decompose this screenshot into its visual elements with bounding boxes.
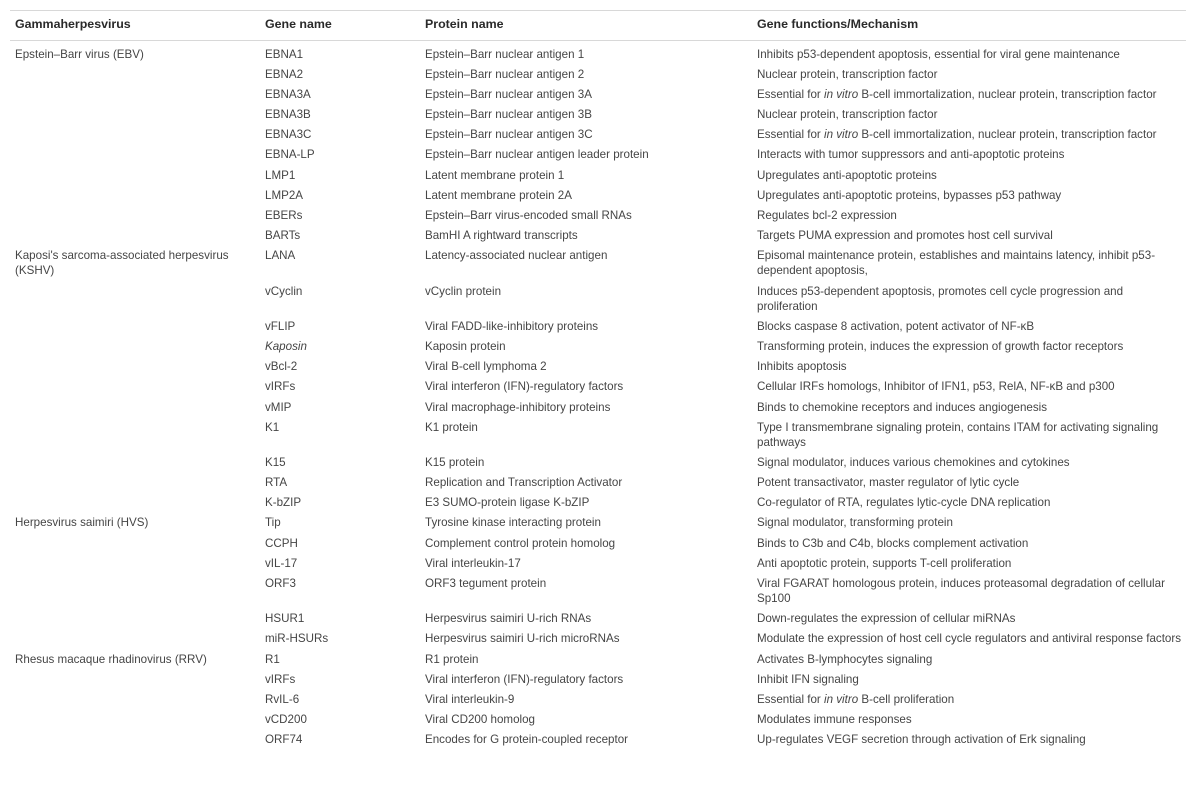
function-text: Nuclear protein, transcription factor (757, 68, 938, 82)
gene-name-cell: EBNA3C (265, 128, 312, 142)
table-row (10, 513, 1186, 533)
gene-name-cell: EBNA1 (265, 48, 304, 61)
function-text: Signal modulator, induces various chemokines and cytokines (757, 456, 1070, 470)
italic-term: in vitro (824, 692, 859, 706)
header-gene-functions: Gene functions/Mechanism (752, 11, 1186, 41)
virus-cell (10, 186, 260, 206)
virus-cell (10, 357, 260, 377)
table-row (10, 282, 1186, 318)
table-row (10, 105, 1186, 125)
gene-function-cell (752, 609, 1186, 629)
protein-name-cell: Viral interferon (IFN)-regulatory factors (425, 380, 624, 394)
function-text: Upregulates anti-apoptotic proteins (757, 168, 937, 182)
function-text: Anti apoptotic protein, supports T-cell proliferation (757, 556, 1012, 570)
gene-name-cell: K-bZIP (265, 496, 302, 510)
gene-name-cell: R1 (265, 652, 280, 666)
function-text: Episomal maintenance protein, establishes and maintains latency, inhibit p53-dependent apoptosis, (757, 248, 1156, 278)
protein-name-cell: K1 protein (425, 420, 478, 434)
protein-name-cell: Viral B-cell lymphoma 2 (425, 360, 547, 374)
virus-cell (10, 125, 260, 145)
table-row (10, 690, 1186, 710)
gene-name-cell: LMP1 (265, 168, 296, 182)
table-row (10, 186, 1186, 206)
gene-name-cell: ORF74 (265, 732, 303, 746)
gene-function-cell (752, 377, 1186, 397)
protein-name-cell: Epstein–Barr nuclear antigen 3A (425, 88, 592, 102)
virus-cell (10, 282, 260, 318)
virus-cell (10, 377, 260, 397)
function-text: Regulates bcl-2 expression (757, 208, 897, 222)
table-row (10, 629, 1186, 649)
function-text: Induces p53-dependent apoptosis, promotes cell cycle progression and proliferation (757, 284, 1124, 314)
italic-term: in vitro (824, 88, 859, 102)
protein-name-cell: BamHI A rightward transcripts (425, 228, 578, 242)
virus-cell (10, 398, 260, 418)
virus-cell (10, 574, 260, 610)
table-body (10, 41, 1186, 751)
table-row (10, 206, 1186, 226)
gene-function-cell (752, 493, 1186, 513)
protein-name-cell: Epstein–Barr virus-encoded small RNAs (425, 208, 632, 222)
gene-function-cell (752, 357, 1186, 377)
function-text: Inhibits p53-dependent apoptosis, essential for viral gene maintenance (757, 48, 1120, 61)
table-row (10, 418, 1186, 454)
gene-name-cell: K15 (265, 456, 286, 470)
gene-function-cell (752, 226, 1186, 246)
virus-cell (10, 730, 260, 750)
virus-cell (10, 418, 260, 454)
gene-name-cell: LMP2A (265, 188, 304, 202)
table-row (10, 145, 1186, 165)
gene-name-cell: Kaposin (265, 340, 307, 354)
gene-function-cell (752, 166, 1186, 186)
protein-name-cell: Tyrosine kinase interacting protein (425, 516, 601, 530)
gene-function-cell (752, 554, 1186, 574)
gene-function-cell (752, 650, 1186, 670)
protein-name-cell: Viral FADD-like-inhibitory proteins (425, 320, 599, 334)
table-row (10, 534, 1186, 554)
gene-function-cell (752, 85, 1186, 105)
virus-cell (10, 206, 260, 226)
protein-name-cell: Kaposin protein (425, 340, 506, 354)
virus-cell (10, 85, 260, 105)
virus-cell (10, 317, 260, 337)
gene-function-cell (752, 513, 1186, 533)
gammaherpesvirus-gene-table (10, 10, 1186, 750)
virus-cell: Epstein–Barr virus (EBV) (15, 48, 144, 61)
table-row (10, 650, 1186, 670)
gene-name-cell: EBNA3A (265, 88, 311, 102)
protein-name-cell: Latent membrane protein 2A (425, 188, 572, 202)
gene-function-cell (752, 574, 1186, 610)
table-row (10, 166, 1186, 186)
table-row (10, 453, 1186, 473)
function-text: Modulate the expression of host cell cycle regulators and antiviral response factors (757, 632, 1182, 646)
table-row (10, 337, 1186, 357)
table-row (10, 554, 1186, 574)
virus-cell (10, 690, 260, 710)
virus-cell: Rhesus macaque rhadinovirus (RRV) (15, 652, 207, 666)
gene-name-cell: vCD200 (265, 712, 307, 726)
gene-name-cell: EBNA2 (265, 68, 304, 82)
function-text: Type I transmembrane signaling protein, contains ITAM for activating signaling pathways (757, 420, 1159, 450)
protein-name-cell: Herpesvirus saimiri U-rich microRNAs (425, 632, 620, 646)
protein-name-cell: Replication and Transcription Activator (425, 476, 623, 490)
gene-name-cell: EBERs (265, 208, 303, 222)
protein-name-cell: Viral interleukin-9 (425, 692, 515, 706)
gene-function-cell (752, 710, 1186, 730)
function-text: Binds to chemokine receptors and induces angiogenesis (757, 400, 1048, 414)
protein-name-cell: Viral macrophage-inhibitory proteins (425, 400, 611, 414)
protein-name-cell: R1 protein (425, 652, 479, 666)
gene-function-cell (752, 246, 1186, 282)
gene-function-cell (752, 418, 1186, 454)
virus-cell (10, 145, 260, 165)
protein-name-cell: Herpesvirus saimiri U-rich RNAs (425, 612, 592, 626)
function-text: B-cell proliferation (858, 692, 955, 706)
function-text: Essential for (757, 88, 825, 102)
function-text: Up-regulates VEGF secretion through activation of Erk signaling (757, 732, 1086, 746)
protein-name-cell: Epstein–Barr nuclear antigen 3C (425, 128, 593, 142)
table-row (10, 473, 1186, 493)
gene-function-cell (752, 145, 1186, 165)
gene-function-cell (752, 186, 1186, 206)
table-row (10, 398, 1186, 418)
function-text: Binds to C3b and C4b, blocks complement activation (757, 536, 1029, 550)
protein-name-cell: Epstein–Barr nuclear antigen leader protein (425, 148, 649, 162)
function-text: Essential for (757, 128, 825, 142)
gene-function-cell (752, 690, 1186, 710)
protein-name-cell: Viral interleukin-17 (425, 556, 521, 570)
virus-cell (10, 534, 260, 554)
protein-name-cell: Viral interferon (IFN)-regulatory factors (425, 672, 624, 686)
function-text: Potent transactivator, master regulator of lytic cycle (757, 476, 1020, 490)
table-row (10, 317, 1186, 337)
virus-cell (10, 166, 260, 186)
function-text: Upregulates anti-apoptotic proteins, bypasses p53 pathway (757, 188, 1062, 202)
protein-name-cell: ORF3 tegument protein (425, 576, 547, 590)
gene-function-cell (752, 534, 1186, 554)
function-text: B-cell immortalization, nuclear protein, transcription factor (858, 128, 1157, 142)
table-row (10, 493, 1186, 513)
gene-function-cell (752, 453, 1186, 473)
function-text: Nuclear protein, transcription factor (757, 108, 938, 122)
table-row (10, 85, 1186, 105)
gene-name-cell: K1 (265, 420, 280, 434)
function-text: Down-regulates the expression of cellular miRNAs (757, 612, 1016, 626)
gene-name-cell: RTA (265, 476, 288, 490)
table-row (10, 357, 1186, 377)
protein-name-cell: vCyclin protein (425, 284, 502, 298)
protein-name-cell: Encodes for G protein-coupled receptor (425, 732, 629, 746)
italic-term: in vitro (824, 128, 859, 142)
table-row (10, 226, 1186, 246)
gene-name-cell: CCPH (265, 536, 298, 550)
gene-function-cell (752, 337, 1186, 357)
table-row (10, 41, 1186, 66)
gene-function-cell (752, 398, 1186, 418)
virus-cell: Herpesvirus saimiri (HVS) (15, 516, 149, 530)
header-virus: Gammaherpesvirus (10, 11, 260, 41)
virus-cell (10, 105, 260, 125)
virus-cell (10, 65, 260, 85)
protein-name-cell: Latent membrane protein 1 (425, 168, 565, 182)
gene-name-cell: vIRFs (265, 380, 296, 394)
gene-function-cell (752, 65, 1186, 85)
function-text: Cellular IRFs homologs, Inhibitor of IFN1, p53, RelA, NF-κB and p300 (757, 380, 1115, 394)
gene-name-cell: vCyclin (265, 284, 303, 298)
gene-name-cell: miR-HSURs (265, 632, 329, 646)
virus-cell (10, 226, 260, 246)
virus-cell (10, 554, 260, 574)
table-row (10, 710, 1186, 730)
gene-name-cell: Tip (265, 516, 281, 530)
function-text: Activates B-lymphocytes signaling (757, 652, 933, 666)
function-text: Blocks caspase 8 activation, potent activator of NF-κB (757, 320, 1035, 334)
protein-name-cell: Epstein–Barr nuclear antigen 1 (425, 48, 585, 61)
gene-function-cell (752, 125, 1186, 145)
virus-cell (10, 337, 260, 357)
table-row (10, 377, 1186, 397)
function-text: Essential for (757, 692, 825, 706)
protein-name-cell: K15 protein (425, 456, 485, 470)
gene-name-cell: vFLIP (265, 320, 296, 334)
gene-name-cell: vIRFs (265, 672, 296, 686)
protein-name-cell: Complement control protein homolog (425, 536, 616, 550)
table-row (10, 670, 1186, 690)
table-row (10, 574, 1186, 610)
function-text: Inhibits apoptosis (757, 360, 847, 374)
function-text: Inhibit IFN signaling (757, 672, 859, 686)
gene-name-cell: EBNA-LP (265, 148, 315, 162)
virus-cell (10, 609, 260, 629)
virus-cell: Kaposi's sarcoma-associated herpesvirus (KSHV) (15, 248, 229, 278)
gene-name-cell: HSUR1 (265, 612, 305, 626)
gene-function-cell (752, 105, 1186, 125)
gene-function-cell (752, 670, 1186, 690)
function-text: Signal modulator, transforming protein (757, 516, 953, 530)
table-row (10, 730, 1186, 750)
protein-name-cell: Viral CD200 homolog (425, 712, 535, 726)
header-row (10, 11, 1186, 41)
gene-function-cell (752, 41, 1186, 66)
virus-cell (10, 710, 260, 730)
virus-cell (10, 473, 260, 493)
protein-name-cell: E3 SUMO-protein ligase K-bZIP (425, 496, 590, 510)
protein-name-cell: Epstein–Barr nuclear antigen 3B (425, 108, 592, 122)
gene-function-cell (752, 282, 1186, 318)
virus-cell (10, 629, 260, 649)
function-text: B-cell immortalization, nuclear protein, transcription factor (858, 88, 1157, 102)
function-text: Modulates immune responses (757, 712, 912, 726)
gene-name-cell: RvIL-6 (265, 692, 300, 706)
gene-name-cell: LANA (265, 248, 296, 262)
gene-name-cell: vIL-17 (265, 556, 298, 570)
gene-name-cell: ORF3 (265, 576, 296, 590)
table-header (10, 11, 1186, 41)
gene-function-cell (752, 206, 1186, 226)
function-text: Interacts with tumor suppressors and anti-apoptotic proteins (757, 148, 1065, 162)
gene-function-cell (752, 317, 1186, 337)
virus-cell (10, 453, 260, 473)
function-text: Targets PUMA expression and promotes host cell survival (757, 228, 1053, 242)
function-text: Transforming protein, induces the expression of growth factor receptors (757, 340, 1124, 354)
function-text: Viral FGARAT homologous protein, induces proteasomal degradation of cellular Sp100 (757, 576, 1165, 606)
table-row (10, 609, 1186, 629)
virus-cell (10, 493, 260, 513)
gene-name-cell: BARTs (265, 228, 301, 242)
header-gene-name: Gene name (260, 11, 420, 41)
table-row (10, 246, 1186, 282)
gene-name-cell: vBcl-2 (265, 360, 298, 374)
protein-name-cell: Epstein–Barr nuclear antigen 2 (425, 68, 585, 82)
gene-name-cell: EBNA3B (265, 108, 311, 122)
table-row (10, 125, 1186, 145)
virus-cell (10, 670, 260, 690)
gene-name-cell: vMIP (265, 400, 292, 414)
gene-function-cell (752, 730, 1186, 750)
table-row (10, 65, 1186, 85)
header-protein-name: Protein name (420, 11, 752, 41)
gene-function-cell (752, 629, 1186, 649)
gene-function-cell (752, 473, 1186, 493)
function-text: Co-regulator of RTA, regulates lytic-cycle DNA replication (757, 496, 1051, 510)
protein-name-cell: Latency-associated nuclear antigen (425, 248, 608, 262)
